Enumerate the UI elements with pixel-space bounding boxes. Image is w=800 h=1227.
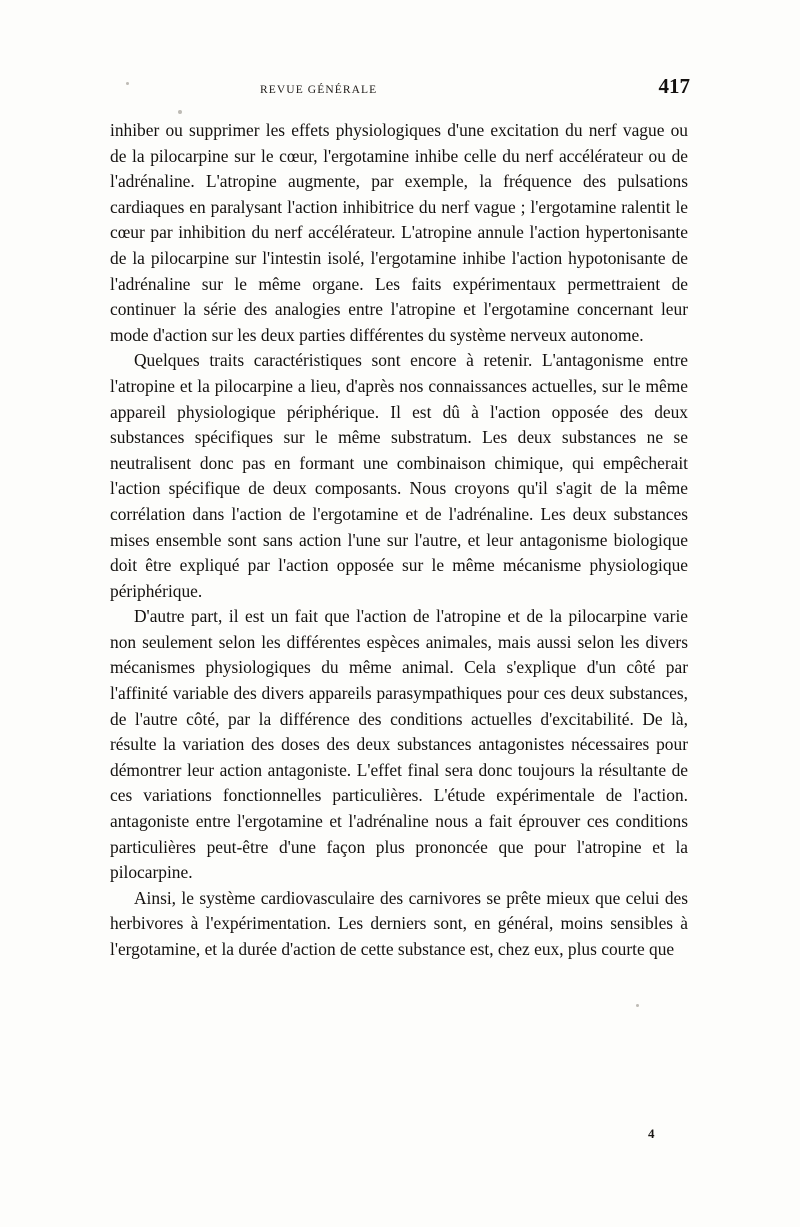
scan-speck: [178, 110, 182, 114]
page-number: 417: [658, 74, 690, 98]
paragraph: Quelques traits caractéristiques sont encore à retenir. L'antagonisme entre l'atropine et la pilocarpine a lieu, d'après nos connaissances actuelles, sur le même appareil physiologique périphérique. Il est dû à l'action opposée des deux substances spécifiques sur le même substratum. Les deux substances ne se neutralisent donc pas en formant une combinaison chimique, qui empêcherait l'action spécifique de deux composants. Nous croyons qu'il s'agit de la même corrélation dans l'action de l'ergotamine et de l'adrénaline. Les deux substances mises ensemble sont sans action l'une sur l'autre, et leur antagonisme biologique doit être expliqué par l'action opposée sur le même mécanisme physiologique périphérique.: [110, 350, 688, 601]
scan-speck: [636, 1004, 639, 1007]
paragraph: D'autre part, il est un fait que l'action de l'atropine et de la pilocarpine varie non seulement selon les différentes espèces animales, mais aussi selon les divers mécanismes physiologiques du même animal. Cela s'explique d'un côté par l'affinité variable des divers appareils parasympathiques pour ces deux substances, de l'autre côté, par la différence des conditions actuelles d'excitabilité. De là, résulte la variation des doses des deux substances antagonistes nécessaires pour démontrer leur action antagoniste. L'effet final sera donc toujours la résultante de ces variations fonctionnelles particulières. L'étude expérimentale de l'action. antagoniste entre l'ergotamine et l'adrénaline nous a fait éprouver ces conditions particulières peut-être d'une façon plus prononcée que pour l'atropine et la pilocarpine.: [110, 606, 688, 883]
running-head: REVUE GÉNÉRALE: [260, 84, 378, 96]
signature-mark: 4: [648, 1126, 655, 1141]
page-header: [110, 74, 690, 99]
paragraph: Ainsi, le système cardiovasculaire des carnivores se prête mieux que celui des herbivores à l'expérimentation. Les derniers sont, en général, moins sensibles à l'ergotamine, et la durée d'action de cette substance est, chez eux, plus courte que: [110, 887, 688, 959]
article-body: [110, 118, 688, 963]
paragraph: inhiber ou supprimer les effets physiologiques d'une excitation du nerf vague ou de la pilocarpine sur le cœur, l'ergotamine inhibe celle du nerf accélérateur ou de l'adrénaline. L'atropine augmente, par exemple, la fréquence des pulsations cardiaques en paralysant l'action inhibitrice du nerf vague ; l'ergotamine ralentit le cœur par inhibition du nerf accélérateur. L'atropine annule l'action hypertonisante de la pilocarpine sur l'intestin isolé, l'ergotamine inhibe l'action hypotonisante de l'adrénaline sur le même organe. Les faits expérimentaux permettraient de continuer la série des analogies entre l'atropine et l'ergotamine concernant leur mode d'action sur les deux parties différentes du système nerveux autonome.: [110, 120, 688, 345]
